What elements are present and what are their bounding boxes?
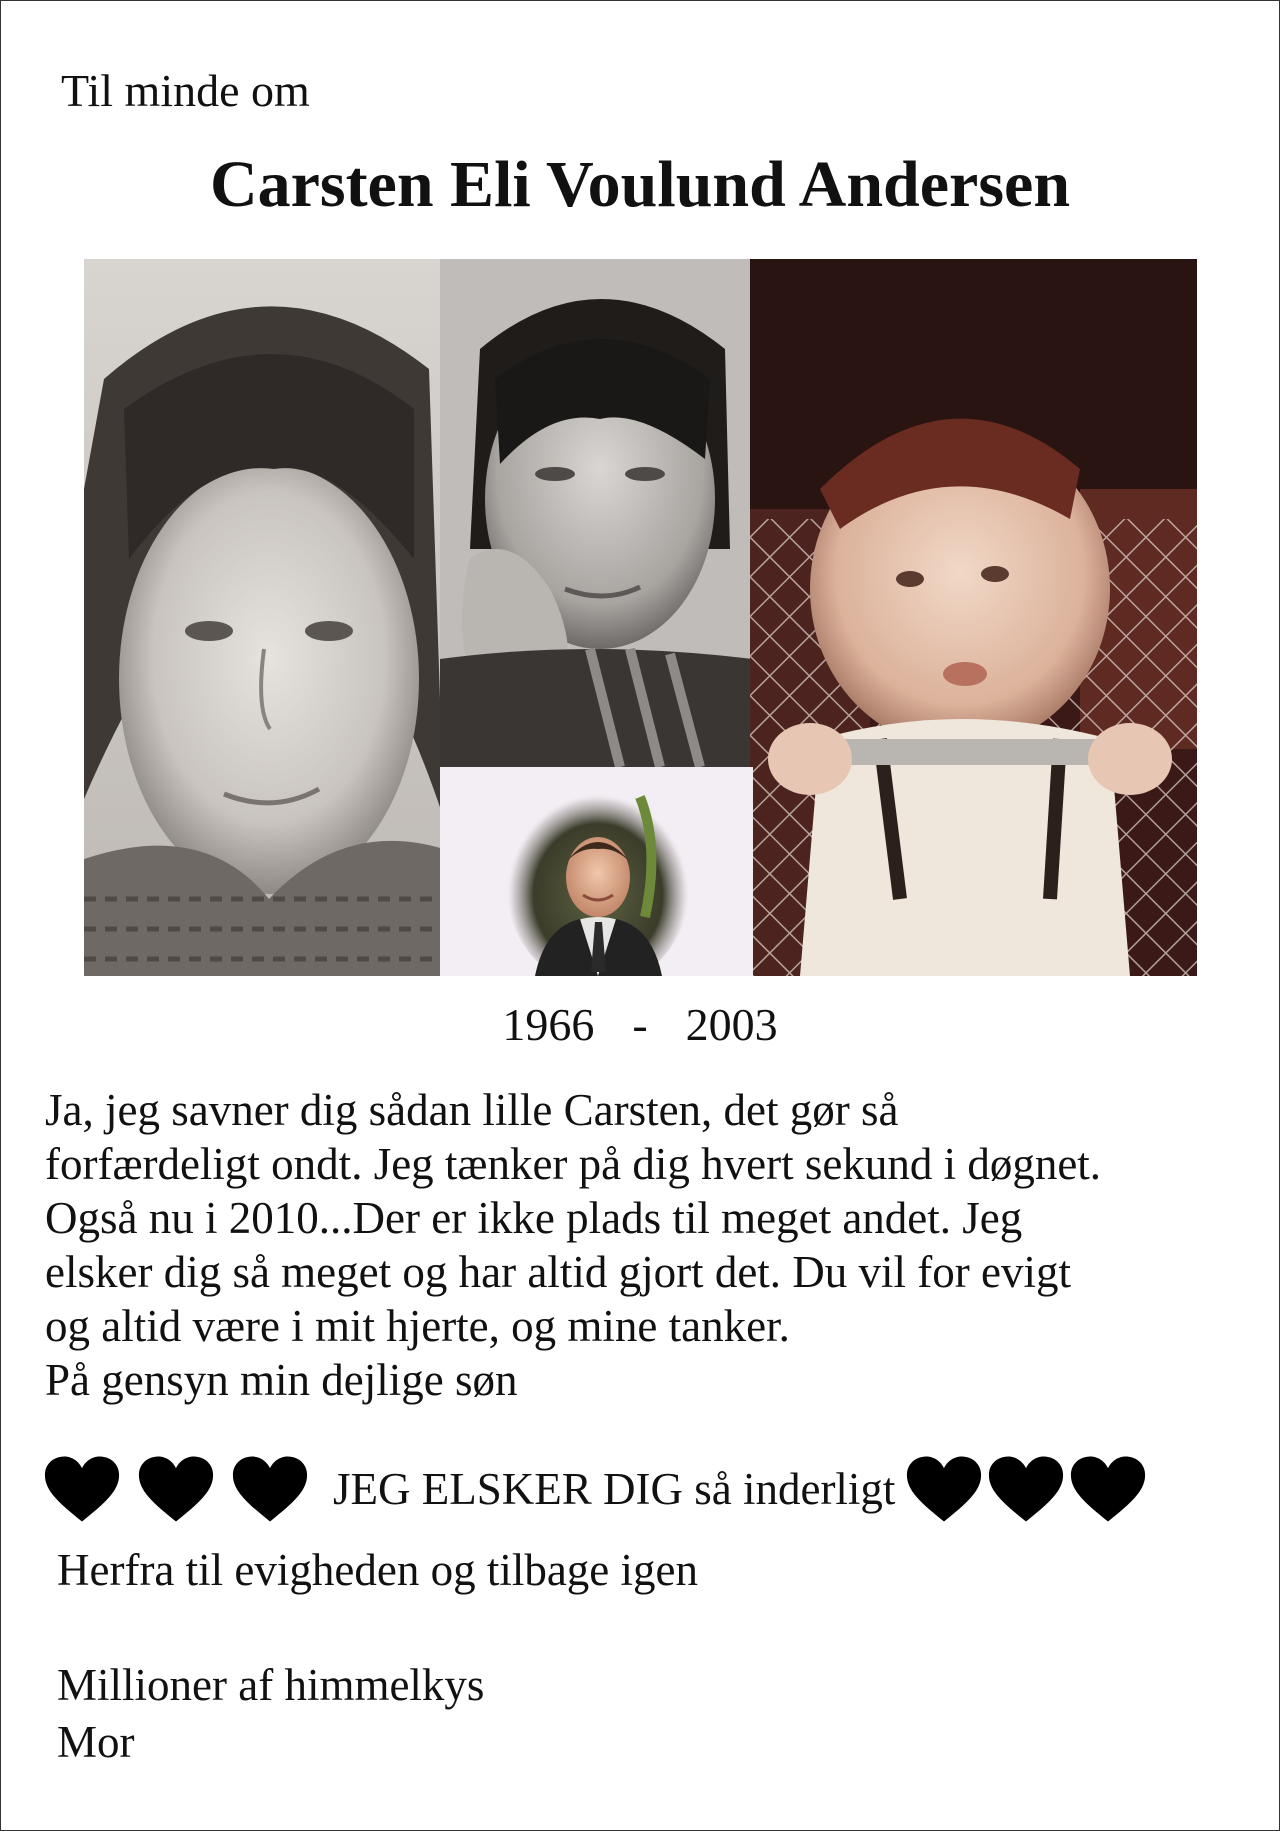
death-year: 2003 [685,999,778,1050]
closing-kisses: Millioner af himmelkys [57,1660,485,1710]
deceased-name: Carsten Eli Voulund Andersen [209,148,1071,221]
birth-year: 1966 [502,999,595,1050]
closing-line: Herfra til evigheden og tilbage igen [57,1545,699,1595]
heart-icon [1069,1455,1147,1523]
signature: Mor [57,1717,135,1767]
heart-icon [43,1455,121,1523]
heart-icon [137,1455,215,1523]
heart-icon [231,1455,309,1523]
hearts-left-group [43,1455,309,1523]
life-years [1,997,1279,1053]
memorial-message: Ja, jeg savner dig sådan lille Carsten, det gør så forfærdeligt ondt. Jeg tænker på dig hvert sekund i døgnet. Også nu i 2010...Der er ikke plads til meget andet. Jeg elsker dig så meget og har altid gjort det. Du vil for evigt og altid være i mit hjerte, og mine tanker. På gensyn min dejlige søn [45,1085,1102,1405]
love-line [43,1453,1269,1525]
heart-icon [905,1455,983,1523]
portrait-photo-teen [440,259,753,767]
photo-collage [84,259,1197,976]
love-text: JEG ELSKER DIG så inderligt [333,1464,896,1514]
portrait-photo-child [84,259,444,976]
portrait-photo-adult [440,767,753,976]
hearts-right-group [905,1455,1147,1523]
heart-icon [987,1455,1065,1523]
portrait-photo-toddler [750,259,1197,976]
intro-text: Til minde om [61,65,310,116]
years-separator: - [632,999,648,1050]
